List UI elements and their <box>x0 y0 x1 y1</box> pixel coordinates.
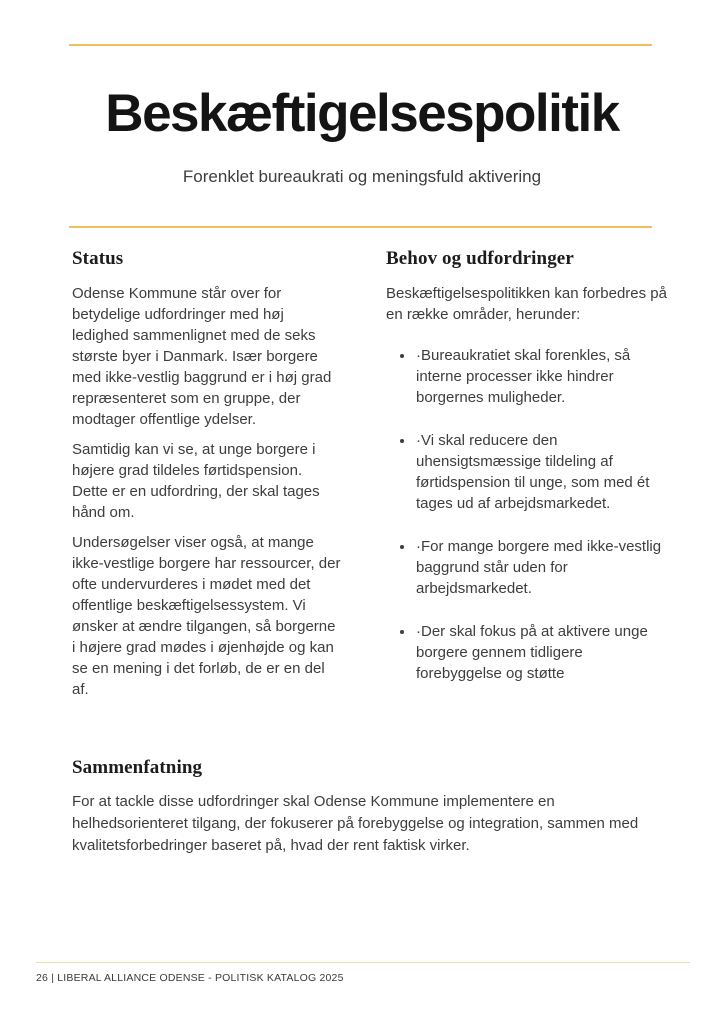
page-title: Beskæftigelsespolitik <box>105 84 619 143</box>
footer-text: 26 | LIBERAL ALLIANCE ODENSE - POLITISK KATALOG 2025 <box>36 972 344 984</box>
needs-bullet-2: • ·Vi skal reducere den uhensigtsmæssige tildeling af førtidspension til unge, som med ét tages ud af arbejdsmarkedet. <box>415 430 668 514</box>
summary-paragraph: For at tackle disse udfordringer skal Odense Kommune implementere en helhedsorienteret tilgang, der fokuserer på forebyggelse og integration, sammen med kvalitetsforbedringer baseret på, hvad der rent faktisk virker. <box>72 793 639 854</box>
status-heading: Status <box>72 248 124 269</box>
summary-section <box>72 757 668 857</box>
needs-bullet-1: • ·Bureaukratiet skal forenkles, så interne processer ikke hindrer borgernes muligheder. <box>415 345 668 408</box>
needs-bullet-4: • ·Der skal fokus på at aktivere unge borgere gennem tidligere forebyggelse og støtte <box>415 621 668 684</box>
needs-column <box>386 248 668 709</box>
needs-bullet-list <box>386 345 668 684</box>
status-paragraph-3: Undersøgelser viser også, at mange ikke-vestlige borgere har ressourcer, der ofte undervurderes i mødet med det offentlige beskæftigelsessystem. Vi ønsker at ændre tilgangen, så borgerne i højere grad mødes i øjenhøjde og kan se en mening i det forløb, de er en del af. <box>72 534 341 698</box>
two-column-section <box>72 248 668 709</box>
page-subtitle: Forenklet bureaukrati og meningsfuld aktivering <box>182 167 542 186</box>
status-column <box>72 248 342 709</box>
page-footer <box>36 962 690 984</box>
needs-bullet-3: • ·For mange borgere med ikke-vestlig baggrund står uden for arbejdsmarkedet. <box>415 536 668 599</box>
header-accent-divider <box>69 226 652 228</box>
needs-intro: Beskæftigelsespolitikken kan forbedres på en række områder, herunder: <box>386 285 667 323</box>
summary-heading: Sammenfatning <box>72 757 203 778</box>
top-accent-divider <box>69 44 652 46</box>
needs-heading: Behov og udfordringer <box>386 248 574 269</box>
status-paragraph-1: Odense Kommune står over for betydelige udfordringer med høj ledighed sammenlignet med de seks største byer i Danmark. Især borgere med ikke-vestlig baggrund er i høj grad repræsenteret som en gruppe, der modtager offentlige ydelser. <box>72 285 332 428</box>
status-paragraph-2: Samtidig kan vi se, at unge borgere i højere grad tildeles førtidspension. Dette er en udfordring, der skal tages hånd om. <box>72 441 320 521</box>
